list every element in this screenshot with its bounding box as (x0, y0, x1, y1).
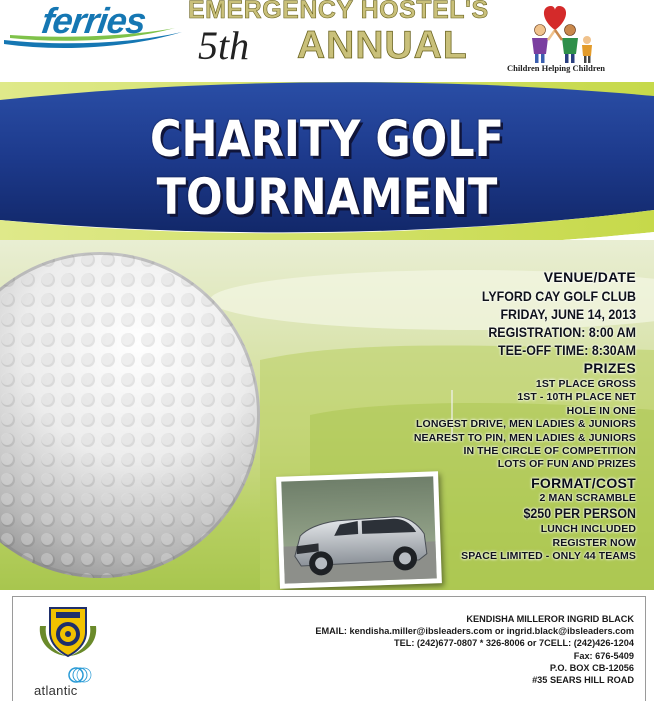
headline-annual: ANNUAL (297, 24, 468, 67)
prize-item: IN THE CIRCLE OF COMPETITION (463, 445, 636, 458)
tee-off-time: TEE-OFF TIME: 8:30AM (497, 343, 636, 358)
prize-item: NEAREST TO PIN, MEN LADIES & JUNIORS (413, 431, 636, 444)
registration-time: REGISTRATION: 8:00 AM (488, 325, 636, 340)
prize-item: HOLE IN ONE (566, 404, 636, 417)
car-icon (276, 471, 442, 589)
federation-crest-icon (36, 602, 100, 660)
format-type: 2 MAN SCRAMBLE (539, 491, 636, 504)
headline-organization: EMERGENCY HOSTEL'S (188, 0, 489, 24)
prizes-heading: PRIZES (583, 360, 636, 376)
prize-item: 1ST - 10TH PLACE NET (517, 391, 636, 404)
prize-item: 1ST PLACE GROSS (535, 378, 636, 390)
prize-item: LONGEST DRIVE, MEN LADIES & JUNIORS (416, 418, 636, 431)
contact-info (200, 613, 634, 686)
format-note: LUNCH INCLUDED (540, 523, 636, 536)
prize-car-photo (276, 471, 442, 589)
prize-item: LOTS OF FUN AND PRIZES (497, 458, 636, 471)
contact-phone: TEL: (242)677-0807 * 326-8006 or 7CELL: (242)426-1204 (393, 638, 634, 649)
contact-po-box: P.O. BOX CB-12056 (549, 662, 634, 673)
format-heading: FORMAT/COST (531, 474, 636, 491)
event-date: FRIDAY, JUNE 14, 2013 (500, 307, 636, 322)
children-helping-children-logo (505, 0, 605, 64)
partner-caption: Children Helping Children (507, 63, 605, 73)
golf-ball-icon (0, 250, 263, 580)
header (0, 0, 654, 82)
contact-fax: Fax: 676-5409 (573, 650, 634, 661)
format-note: REGISTER NOW (552, 536, 636, 549)
headline-ordinal: 5th (198, 23, 250, 68)
format-note: SPACE LIMITED - ONLY 44 TEAMS (461, 550, 636, 563)
cost-per-person: $250 PER PERSON (523, 506, 636, 522)
venue-name: LYFORD CAY GOLF CLUB (481, 289, 636, 304)
tournament-title: CHARITY GOLF TOURNAMENT (150, 110, 504, 226)
contact-email[interactable]: EMAIL: kendisha.miller@ibsleaders.com or ingrid.black@ibsleaders.com (315, 626, 634, 637)
atlantic-logo-text: atlantic (34, 683, 78, 698)
ferries-logo-text: ferries (39, 0, 149, 41)
venue-heading: VENUE/DATE (543, 269, 636, 285)
contact-address: #35 SEARS HILL ROAD (532, 675, 634, 686)
contact-names: KENDISHA MILLEROR INGRID BLACK (466, 614, 634, 624)
